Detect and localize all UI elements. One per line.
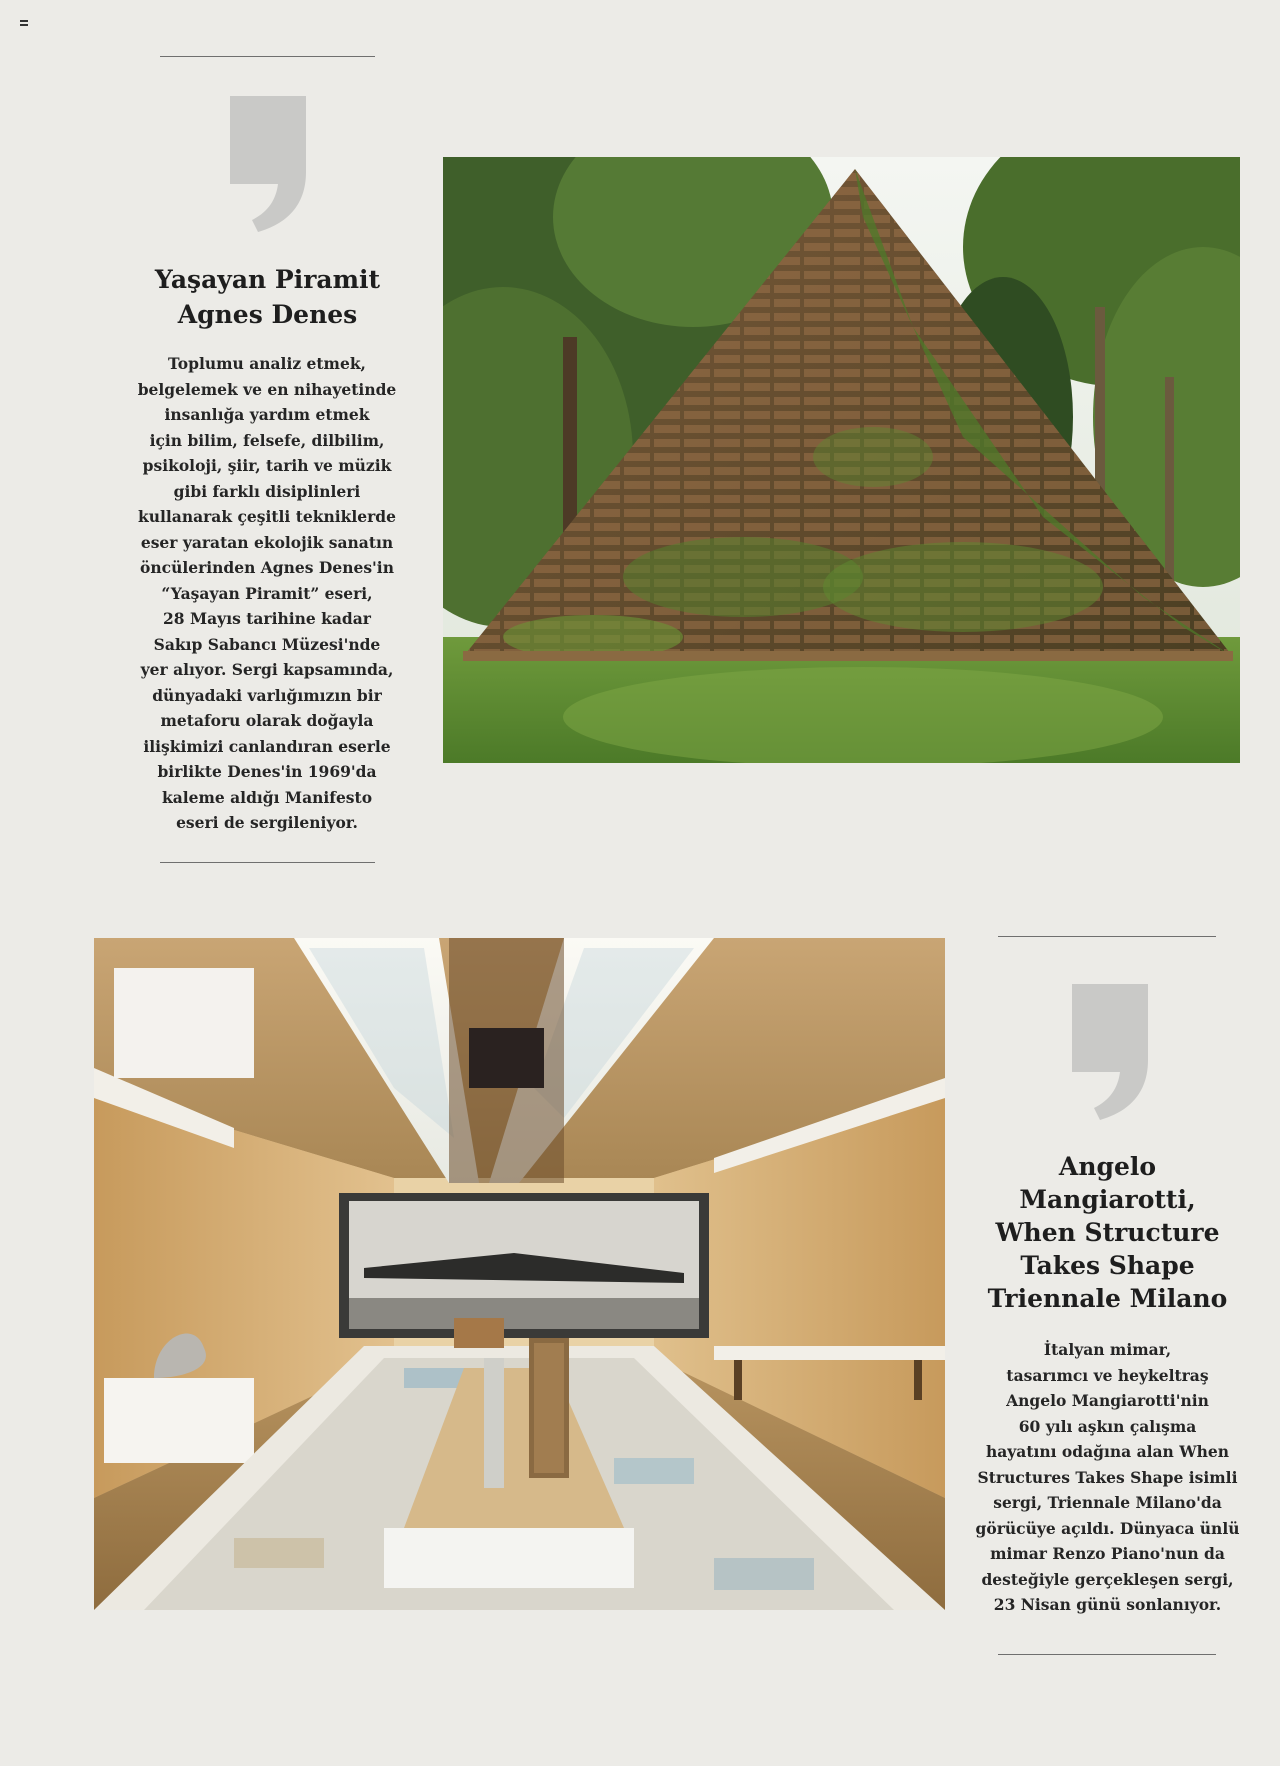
body-line: eser yaratan ekolojik sanatın — [140, 532, 394, 552]
bottom-divider-1 — [160, 862, 375, 863]
body-line: insanlığa yardım etmek — [164, 405, 370, 424]
body-line: Toplumu analiz etmek, — [168, 354, 366, 373]
title-line: Takes Shape — [1020, 1251, 1195, 1280]
body-line: 60 yılı aşkın çalışma — [1018, 1416, 1197, 1436]
article-body-1 — [117, 351, 417, 836]
title-line: When Structure — [995, 1218, 1220, 1247]
body-line: Structures Takes Shape isimli — [977, 1467, 1238, 1487]
article-title-2 — [965, 1150, 1250, 1315]
body-line: hayatını odağına alan When — [985, 1442, 1230, 1461]
body-line: görücüye açıldı. Dünyaca ünlü — [975, 1518, 1240, 1538]
body-line: birlikte Denes'in 1969'da — [157, 762, 377, 781]
body-line: sergi, Triennale Milano'da — [993, 1493, 1222, 1512]
body-line: gibi farklı disiplinleri — [173, 481, 361, 501]
exhibition-hall-photo — [94, 938, 945, 1610]
body-line: psikoloji, şiir, tarih ve müzik — [142, 456, 392, 475]
top-divider-2 — [998, 936, 1216, 937]
title-line: Triennale Milano — [987, 1284, 1228, 1313]
body-line: mimar Renzo Piano'nun da — [990, 1544, 1225, 1563]
body-line: için bilim, felsefe, dilbilim, — [149, 430, 385, 450]
body-line: dünyadaki varlığımızın bir — [152, 685, 382, 705]
body-line: 28 Mayıs tarihine kadar — [163, 609, 371, 628]
body-line: Sakıp Sabancı Müzesi'nde — [153, 634, 381, 654]
living-pyramid-photo — [443, 157, 1240, 763]
body-line: tasarımcı ve heykeltraş — [1006, 1365, 1209, 1385]
body-line: ilişkimizi canlandıran eserle — [143, 736, 391, 756]
closing-quote-icon — [228, 94, 308, 234]
title-line: Agnes Denes — [177, 300, 358, 329]
body-line: eseri de sergileniyor. — [176, 813, 358, 832]
body-line: 23 Nisan günü sonlanıyor. — [993, 1595, 1222, 1614]
closing-quote-icon — [1070, 982, 1150, 1122]
body-line: kullanarak çeşitli tekniklerde — [137, 507, 396, 526]
body-line: “Yaşayan Piramit” eseri, — [161, 583, 373, 603]
body-line: İtalyan mimar, — [1043, 1340, 1172, 1359]
body-line: belgelemek ve en nihayetinde — [137, 379, 397, 399]
article-title-1 — [120, 262, 415, 332]
title-line: Mangiarotti, — [1019, 1185, 1196, 1214]
body-line: yer alıyor. Sergi kapsamında, — [140, 660, 394, 679]
bottom-divider-2 — [998, 1654, 1216, 1655]
title-line: Yaşayan Piramit — [154, 265, 381, 294]
body-line: desteğiyle gerçekleşen sergi, — [981, 1569, 1234, 1589]
body-line: Angelo Mangiarotti'nin — [1006, 1391, 1209, 1410]
body-line: öncülerinden Agnes Denes'in — [140, 558, 394, 577]
title-line: Angelo — [1058, 1152, 1157, 1181]
article-body-2 — [960, 1337, 1255, 1618]
top-divider-1 — [160, 56, 375, 57]
body-line: kaleme aldığı Manifesto — [161, 787, 373, 807]
menu-icon[interactable] — [20, 20, 28, 26]
body-line: metaforu olarak doğayla — [160, 711, 374, 730]
